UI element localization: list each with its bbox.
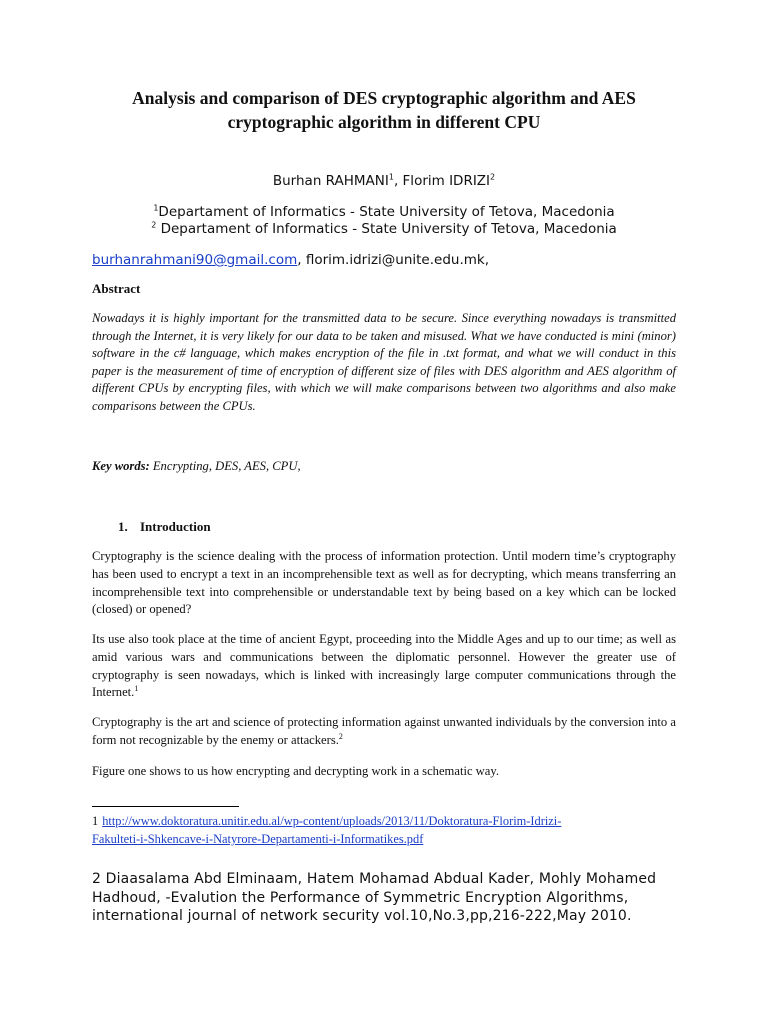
intro-paragraph-4: Figure one shows to us how encrypting and decrypting work in a schematic way. <box>92 764 499 778</box>
footnote-2-line-3: international journal of network security vol.10,No.3,pp,216-222,May 2010. <box>92 908 632 925</box>
intro-paragraph-1: Cryptography is the science dealing with the process of information protection. Until modern time’s cryptography has been used to encrypt a text in an incomprehensible text as well as for decrypting, which means transferring an incomprehensible text into comprehensible or understandable text by being based on a key which can be locked (closed) or opened? <box>92 549 676 617</box>
footnote-2 <box>92 870 676 926</box>
affiliation-1-superscript: 1 <box>153 203 159 213</box>
abstract-heading: Abstract <box>92 281 141 296</box>
email-link-rahmani[interactable]: burhanrahmani90@gmail.com <box>92 252 298 268</box>
intro-paragraph-2 <box>92 631 676 702</box>
footnote-ref-1: 1 <box>134 684 139 694</box>
author-1: Burhan RAHMANI <box>272 173 389 189</box>
affiliation-2 <box>92 220 676 238</box>
footnote-separator <box>92 806 239 807</box>
affiliation-1 <box>92 203 676 221</box>
footnote-1-link-continued[interactable]: Fakulteti-i-Shkencave-i-Natyrore-Departamenti-i-Informatikes.pdf <box>92 832 424 846</box>
footnote-1-link[interactable]: http://www.doktoratura.unitir.edu.al/wp-content/uploads/2013/11/Doktoratura-Florim-Idrizi- <box>102 814 562 828</box>
affiliation-2-superscript: 2 <box>151 220 157 230</box>
footnote-1-number: 1 <box>92 814 99 828</box>
affiliation-2-text: Departament of Informatics - State University of Tetova, Macedonia <box>156 221 617 237</box>
footnote-2-line-1: 2 Diaasalama Abd Elminaam, Hatem Mohamad Abdual Kader, Mohly Mohamed <box>92 871 657 887</box>
footnote-2-line-2: Hadhoud, -Evalution the Performance of Symmetric Encryption Algorithms, <box>92 889 629 906</box>
keywords-label: Key words: <box>92 459 150 473</box>
intro-paragraph-2-text: Its use also took place at the time of ancient Egypt, proceeding into the Middle Ages and up to our time; as well as amid various wars and communications between the diplomatic personnel. However the greater use of cryptography is seen nowadays, which is linked with increasingly large computer communications through the Internet. <box>92 632 676 700</box>
keywords-text: Encrypting, DES, AES, CPU, <box>149 459 301 473</box>
author-2-superscript: 2 <box>490 172 496 182</box>
intro-paragraph-3 <box>92 714 676 750</box>
title-line-2: cryptographic algorithm in different CPU <box>227 112 541 132</box>
affiliation-1-text: Departament of Informatics - State University of Tetova, Macedonia <box>158 204 615 220</box>
abstract-text: Nowadays it is highly important for the transmitted data to be secure. Since everything nowadays is transmitted through the Internet, it is very likely for our data to be taken and misused. What we have conducted is mini (minor) software in the c# language, which makes encryption of the file in .txt format, and what we will conduct in this paper is the measurement of time of encryption of different size of files with DES algorithm and AES algorithm of different CPUs by encrypting files, with which we will make comparisons between two algorithms and also make comparisons between the CPUs. <box>92 311 676 413</box>
footnote-1 <box>92 812 676 848</box>
email-rest: , florim.idrizi@unite.edu.mk, <box>297 252 490 268</box>
keywords-line <box>92 459 676 474</box>
author-line <box>92 172 676 190</box>
title-line-1: Analysis and comparison of DES cryptographic algorithm and AES <box>132 88 636 108</box>
intro-paragraph-3-text: Cryptography is the art and science of protecting information against unwanted individuals by the conversion into a form not recognizable by the enemy or attackers. <box>92 715 676 747</box>
section-number: 1. <box>118 519 128 534</box>
author-1-superscript: 1 <box>388 172 394 182</box>
footnote-ref-2: 2 <box>338 731 343 741</box>
email-line <box>92 251 676 269</box>
paper-title <box>92 86 676 134</box>
section-heading-introduction <box>118 519 211 535</box>
author-2: Florim IDRIZI <box>402 173 491 189</box>
author-separator: , <box>393 173 403 189</box>
section-title: Introduction <box>140 519 211 534</box>
